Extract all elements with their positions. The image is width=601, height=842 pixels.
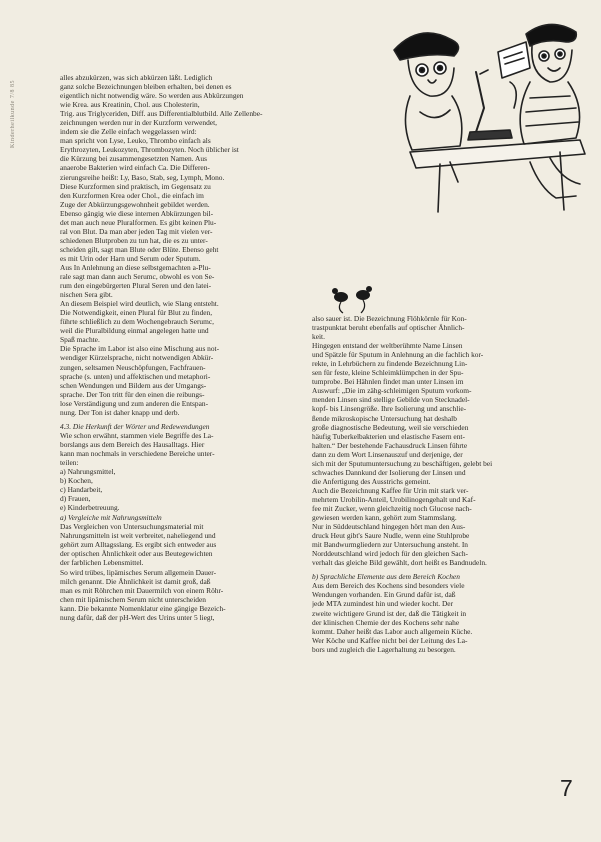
text-line: mit Bandwurmgliedern zur Untersuchung ansteht. In bbox=[312, 540, 468, 550]
text-line: chen mit lipämischem Serum nicht unterscheiden bbox=[60, 594, 206, 604]
text-line: indem sie die Zelle einfach weggelassen wird: bbox=[60, 127, 197, 137]
text-line: große diagnostische Bedeutung, weil sie verschieden bbox=[312, 422, 469, 432]
text-line: a) Nahrungsmittel, bbox=[60, 467, 116, 477]
text-line: Wendungen vorhanden. Ein Grund dafür ist, daß bbox=[312, 590, 456, 600]
text-line: dann zu dem Wort Linsenauszuf und derjenige, der bbox=[312, 449, 463, 459]
text-line: trastpunktat beruht ebenfalls auf optischer Ähnlich- bbox=[312, 323, 465, 333]
text-line: Trig. aus Triglyceriden, Diff. aus Differentialblutbild. Alle Zellenbe- bbox=[60, 109, 263, 119]
text-line: teilen: bbox=[60, 457, 79, 467]
text-line: rale sagt man dann auch Serumc, obwohl es von Se- bbox=[60, 272, 215, 282]
text-line: tumprobe. Bei Hähnlen findet man unter Linsen im bbox=[312, 377, 464, 387]
text-line: det man auch neue Pluralformen. Es gibt keinen Plu- bbox=[60, 217, 217, 227]
text-line: schwaches Dannkund der Isolierung der Linsen und bbox=[312, 467, 466, 477]
text-line: Wie schon erwähnt, stammen viele Begriffe des La- bbox=[60, 430, 214, 440]
text-line: den Kurzformen Krea oder Chol., die einfach im bbox=[60, 190, 204, 200]
text-line: Aus dem Bereich des Kochens sind besonders viele bbox=[312, 581, 465, 591]
cartoon-illustration-icon bbox=[380, 12, 594, 218]
mice-icon bbox=[327, 283, 377, 317]
text-line: zierungsreihe heißt: Ly, Baso, Stab, seg, Lymph, Mono. bbox=[60, 172, 225, 182]
text-line: Die Sprache im Labor ist also eine Mischung aus not- bbox=[60, 344, 220, 354]
text-line: gehört zum Alltagsslang. Es ergibt sich entweder aus bbox=[60, 540, 217, 550]
text-line: häufig Tuberkelbakterien und elastische Fasern ent- bbox=[312, 431, 465, 441]
text-line: sprache. Der Ton tritt für den einen die reibungs- bbox=[60, 389, 205, 399]
margin-note: Kinderheilkunde 7/8 85 bbox=[10, 80, 16, 148]
text-line: Aus In Anlehnung an diese selbstgemachten a-Plu- bbox=[60, 262, 211, 272]
text-line: zeichnungen werden nur in der Kurzform verwendet, bbox=[60, 118, 217, 128]
text-line: nischen Sera gibt. bbox=[60, 290, 113, 300]
text-line: Hingegen entstand der weltberühmte Name Linsen bbox=[312, 341, 463, 351]
text-line: zweite wichtigere Grund ist der, daß die Tätigkeit in bbox=[312, 608, 467, 618]
text-line: nung dafür, daß der pH-Wert des Urins unter 5 liegt, bbox=[60, 612, 215, 622]
text-line: und Spätzle für Sputum in Anlehnung an die fachlich kor- bbox=[312, 350, 484, 360]
text-line: nung. Der Ton ist daher knapp und derb. bbox=[60, 407, 180, 417]
page-number: 7 bbox=[560, 775, 573, 801]
text-line: b) Kochen, bbox=[60, 476, 93, 486]
text-line: Die Notwendigkeit, einen Plural für Blut zu finden, bbox=[60, 308, 213, 318]
text-line: zungen, seltsamen Neuschöpfungen, Fachfrauen- bbox=[60, 362, 206, 372]
text-line: kommt. Daher heißt das Labor auch allgemein Küche. bbox=[312, 626, 473, 636]
text-line: jede MTA zumindest hin und wieder kocht. Der bbox=[312, 599, 454, 609]
text-line: die Kürzung bei zusammengesetzten Namen. Aus bbox=[60, 154, 207, 164]
text-line: a) Vergleiche mit Nahrungsmitteln bbox=[60, 513, 162, 523]
text-line: ßende mikroskopische Untersuchung hat deshalb bbox=[312, 413, 457, 423]
text-line: druck Heut gibt's Saure Nudle, wenn eine Stuhlprobe bbox=[312, 531, 470, 541]
text-line: scheiden gilt, sagt man Blute oder Blüte. Ebenso geht bbox=[60, 244, 219, 254]
text-line: also sauer ist. Die Bezeichnung Flöhkörnle für Kon- bbox=[312, 314, 467, 323]
left-text-column bbox=[60, 73, 296, 842]
text-line: menden Linsen sind stellige Gebilde von Stecknadel- bbox=[312, 395, 470, 405]
text-line: So wird trübes, lipämisches Serum allgemein Dauer- bbox=[60, 567, 217, 577]
text-line bbox=[60, 417, 296, 421]
text-line: man es mit Röhrchen mit Dauermilch von einem Röhr- bbox=[60, 585, 224, 595]
text-line: kann. Die bekannte Nomenklatur eine gängige Bezeich- bbox=[60, 603, 226, 613]
text-line: weil die Pluralbildung einmal angelegen hatte und bbox=[60, 326, 209, 336]
text-line: ganz solche Bezeichnungen bleiben erhalten, bei denen es bbox=[60, 82, 232, 92]
text-line: Auswurf: „Die im zähg-schleimigen Sputum vorkom- bbox=[312, 386, 472, 396]
text-line: der optischen Ähnlichkeit oder aus Beutegewichten bbox=[60, 549, 213, 559]
text-line: Auch die Bezeichnung Kaffee für Urin mit stark ver- bbox=[312, 485, 469, 495]
text-line: Nahrungsmitteln ist weit verbreitet, naheliegend und bbox=[60, 531, 216, 541]
text-line: sprache (s. unten) und affektischen und metaphori- bbox=[60, 371, 211, 381]
text-line: Diese Kurzformen sind praktisch, im Gegensatz zu bbox=[60, 181, 211, 191]
text-line: schen Wendungen und Bildern aus der Umgangs- bbox=[60, 380, 207, 390]
text-line: anaerobe Bakterien wird einfach Ca. Die Differen- bbox=[60, 163, 210, 173]
text-line: verhalt das gleiche Bild gewählt, dort heißt es Bandnudeln. bbox=[312, 558, 487, 568]
text-line: der farblichen Lebensmittel. bbox=[60, 558, 144, 568]
text-line: Nur in Süddeutschland hingegen hört man den Aus- bbox=[312, 522, 466, 532]
text-line: führte schließlich zu dem Wochengebrauch Serumc, bbox=[60, 317, 215, 327]
text-line: borslangs aus dem Bereich des Hausalltags. Hier bbox=[60, 439, 205, 449]
text-line: Erythrozyten, Leukozyten, Thrombozyten. Noch üblicher ist bbox=[60, 145, 239, 155]
text-line: ral von Blut. Da man aber jeden Tag mit vielen ver- bbox=[60, 226, 213, 236]
text-line: milch genannt. Die Ähnlichkeit ist damit groß, daß bbox=[60, 576, 211, 586]
text-line: bors und zugleich die Lagerhaltung zu besorgen. bbox=[312, 644, 456, 654]
text-line: An diesem Beispiel wird deutlich, wie Slang entsteht. bbox=[60, 299, 219, 309]
text-line: wie Krea. aus Kreatinin, Chol. aus Cholesterin, bbox=[60, 100, 200, 110]
text-line: eigentlich nicht notwendig wäre. So werden aus Abkürzungen bbox=[60, 91, 244, 101]
text-line: wendiger Kürzelsprache, nicht notwendigen Abkür- bbox=[60, 353, 214, 363]
text-line: schiedenen Blutproben zu tun hat, die es zu unter- bbox=[60, 235, 208, 245]
text-line: Zuge der Abkürzungsgewohnheit gebildet werden. bbox=[60, 199, 210, 209]
text-line: d) Frauen, bbox=[60, 494, 91, 504]
text-line: keit. bbox=[312, 332, 325, 342]
text-line: halten.“ Der bestehende Fachausdruck Linsen führte bbox=[312, 440, 468, 450]
text-line: man spricht von Lyse, Leuko, Thrombo einfach als bbox=[60, 136, 211, 146]
text-line bbox=[312, 567, 552, 571]
text-line: die Anfertigung des Ausstrichs gemeint. bbox=[312, 476, 431, 486]
text-line: rum den eingebürgerten Plural Seren und den latei- bbox=[60, 281, 212, 291]
text-line: sich mit der Sputumuntersuchung zu beschäftigen, gelebt bei bbox=[312, 458, 493, 468]
text-line: kopf- bis Linsengröße. Ihre Isolierung und anschlie- bbox=[312, 404, 467, 414]
text-line: Spaß machte. bbox=[60, 335, 100, 345]
text-line: der klinischen Chemie der des Kochens sehr nahe bbox=[312, 617, 460, 627]
right-text-column bbox=[312, 314, 552, 734]
text-line: e) Kinderbetreuung. bbox=[60, 503, 120, 513]
text-line: sen für feste, kleine Schleimklümpchen in der Spu- bbox=[312, 368, 464, 378]
text-line: kann man nochmals in verschiedene Bereiche unter- bbox=[60, 448, 215, 458]
text-line: es mit Urin oder Harn und Serum oder Sputum. bbox=[60, 253, 201, 263]
text-line: alles abzukürzen, was sich abkürzen läßt. Lediglich bbox=[60, 73, 213, 82]
text-line: Ebenso gängig wie diese internen Abkürzungen bil- bbox=[60, 208, 214, 218]
text-line: mehrtem Urobilin-Anteil, Urobilinogengehalt und Kaf- bbox=[312, 494, 476, 504]
text-line: c) Handarbeit, bbox=[60, 485, 103, 495]
text-line: Norddeutschland wird jedoch für den gleichen Sach- bbox=[312, 549, 468, 559]
text-line: 4.3. Die Herkunft der Wörter und Redewendungen bbox=[60, 421, 210, 431]
text-line: Wer Köche und Kaffee nicht bei der Leitung des La- bbox=[312, 635, 468, 645]
text-line: Das Vergleichen von Untersuchungsmaterial mit bbox=[60, 522, 204, 532]
text-line: gewiesen werden kann, gehört zum Stammslang. bbox=[312, 513, 457, 523]
text-line: lose Verständigung und zum anderen die Entspan- bbox=[60, 398, 209, 408]
text-line: fee mit Zucker, wenn gleichzeitig noch Glucose nach- bbox=[312, 503, 472, 513]
text-line: rekte, in Lehrbüchern zu findende Bezeichnung Lin- bbox=[312, 359, 468, 369]
text-line: b) Sprachliche Elemente aus dem Bereich Kochen bbox=[312, 572, 460, 582]
